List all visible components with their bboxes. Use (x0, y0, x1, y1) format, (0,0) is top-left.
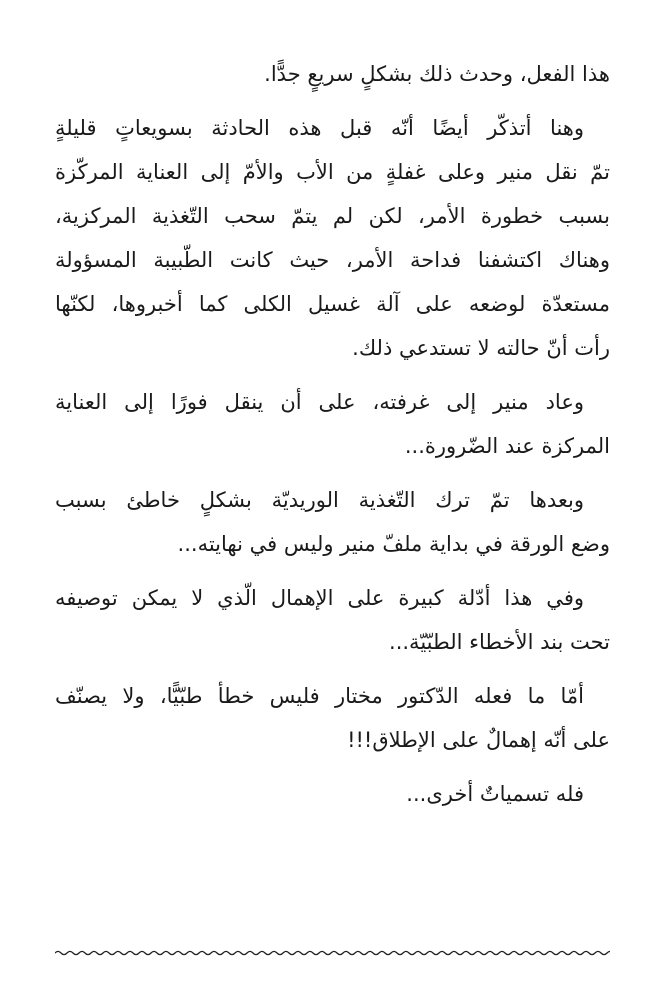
paragraph-1 (55, 52, 610, 96)
text-line: وفي هذا أدّلة كبيرة على الإهمال الّذي لا يمكن توصيفه (55, 586, 584, 610)
text-line: أمّا ما فعله الدّكتور مختار فليس خطأ طبّيًّا، ولا يصنّف (55, 684, 584, 708)
paragraph-7 (55, 772, 610, 816)
paragraph-5 (55, 576, 610, 664)
text-line: بسبب خطورة الأمر، لكن لم يتمّ سحب التّغذية المركزية، (55, 204, 610, 228)
text-line: وعاد منير إلى غرفته، على أن ينقل فورًا إلى العناية (55, 390, 584, 414)
text-line: رأت أنّ حالته لا تستدعي ذلك. (352, 336, 610, 360)
book-page-text (55, 52, 610, 826)
text-line: تمّ نقل منير وعلى غفلةٍ من الأب والأمّ إلى العناية المركّزة (55, 160, 610, 184)
text-line: تحت بند الأخطاء الطبّيّة... (389, 630, 610, 654)
paragraph-6 (55, 674, 610, 762)
paragraph-2 (55, 106, 610, 370)
text-line: وضع الورقة في بداية ملفّ منير وليس في نهايته... (177, 532, 610, 556)
text-line: على أنّه إهمالٌ على الإطلاق!!! (347, 728, 610, 752)
text-line: فله تسمياتٌ أخرى... (406, 782, 584, 806)
paragraph-3 (55, 380, 610, 468)
text-line: المركزة عند الضّرورة... (404, 434, 610, 458)
text-line: مستعدّة لوضعه على آلة غسيل الكلى كما أخبروها، لكنّها (55, 292, 610, 316)
wavy-divider-ornament (55, 946, 610, 960)
text-line: هذا الفعل، وحدث ذلك بشكلٍ سريعٍ جدًّا. (264, 62, 610, 86)
paragraph-4 (55, 478, 610, 566)
text-line: وهناك اكتشفنا فداحة الأمر، حيث كانت الطّبيبة المسؤولة (55, 248, 610, 272)
text-line: وبعدها تمّ ترك التّغذية الوريديّة بشكلٍ خاطئ بسبب (55, 488, 584, 512)
text-line: وهنا أتذكّر أيضًا أنّه قبل هذه الحادثة بسويعاتٍ قليلةٍ (55, 116, 584, 140)
